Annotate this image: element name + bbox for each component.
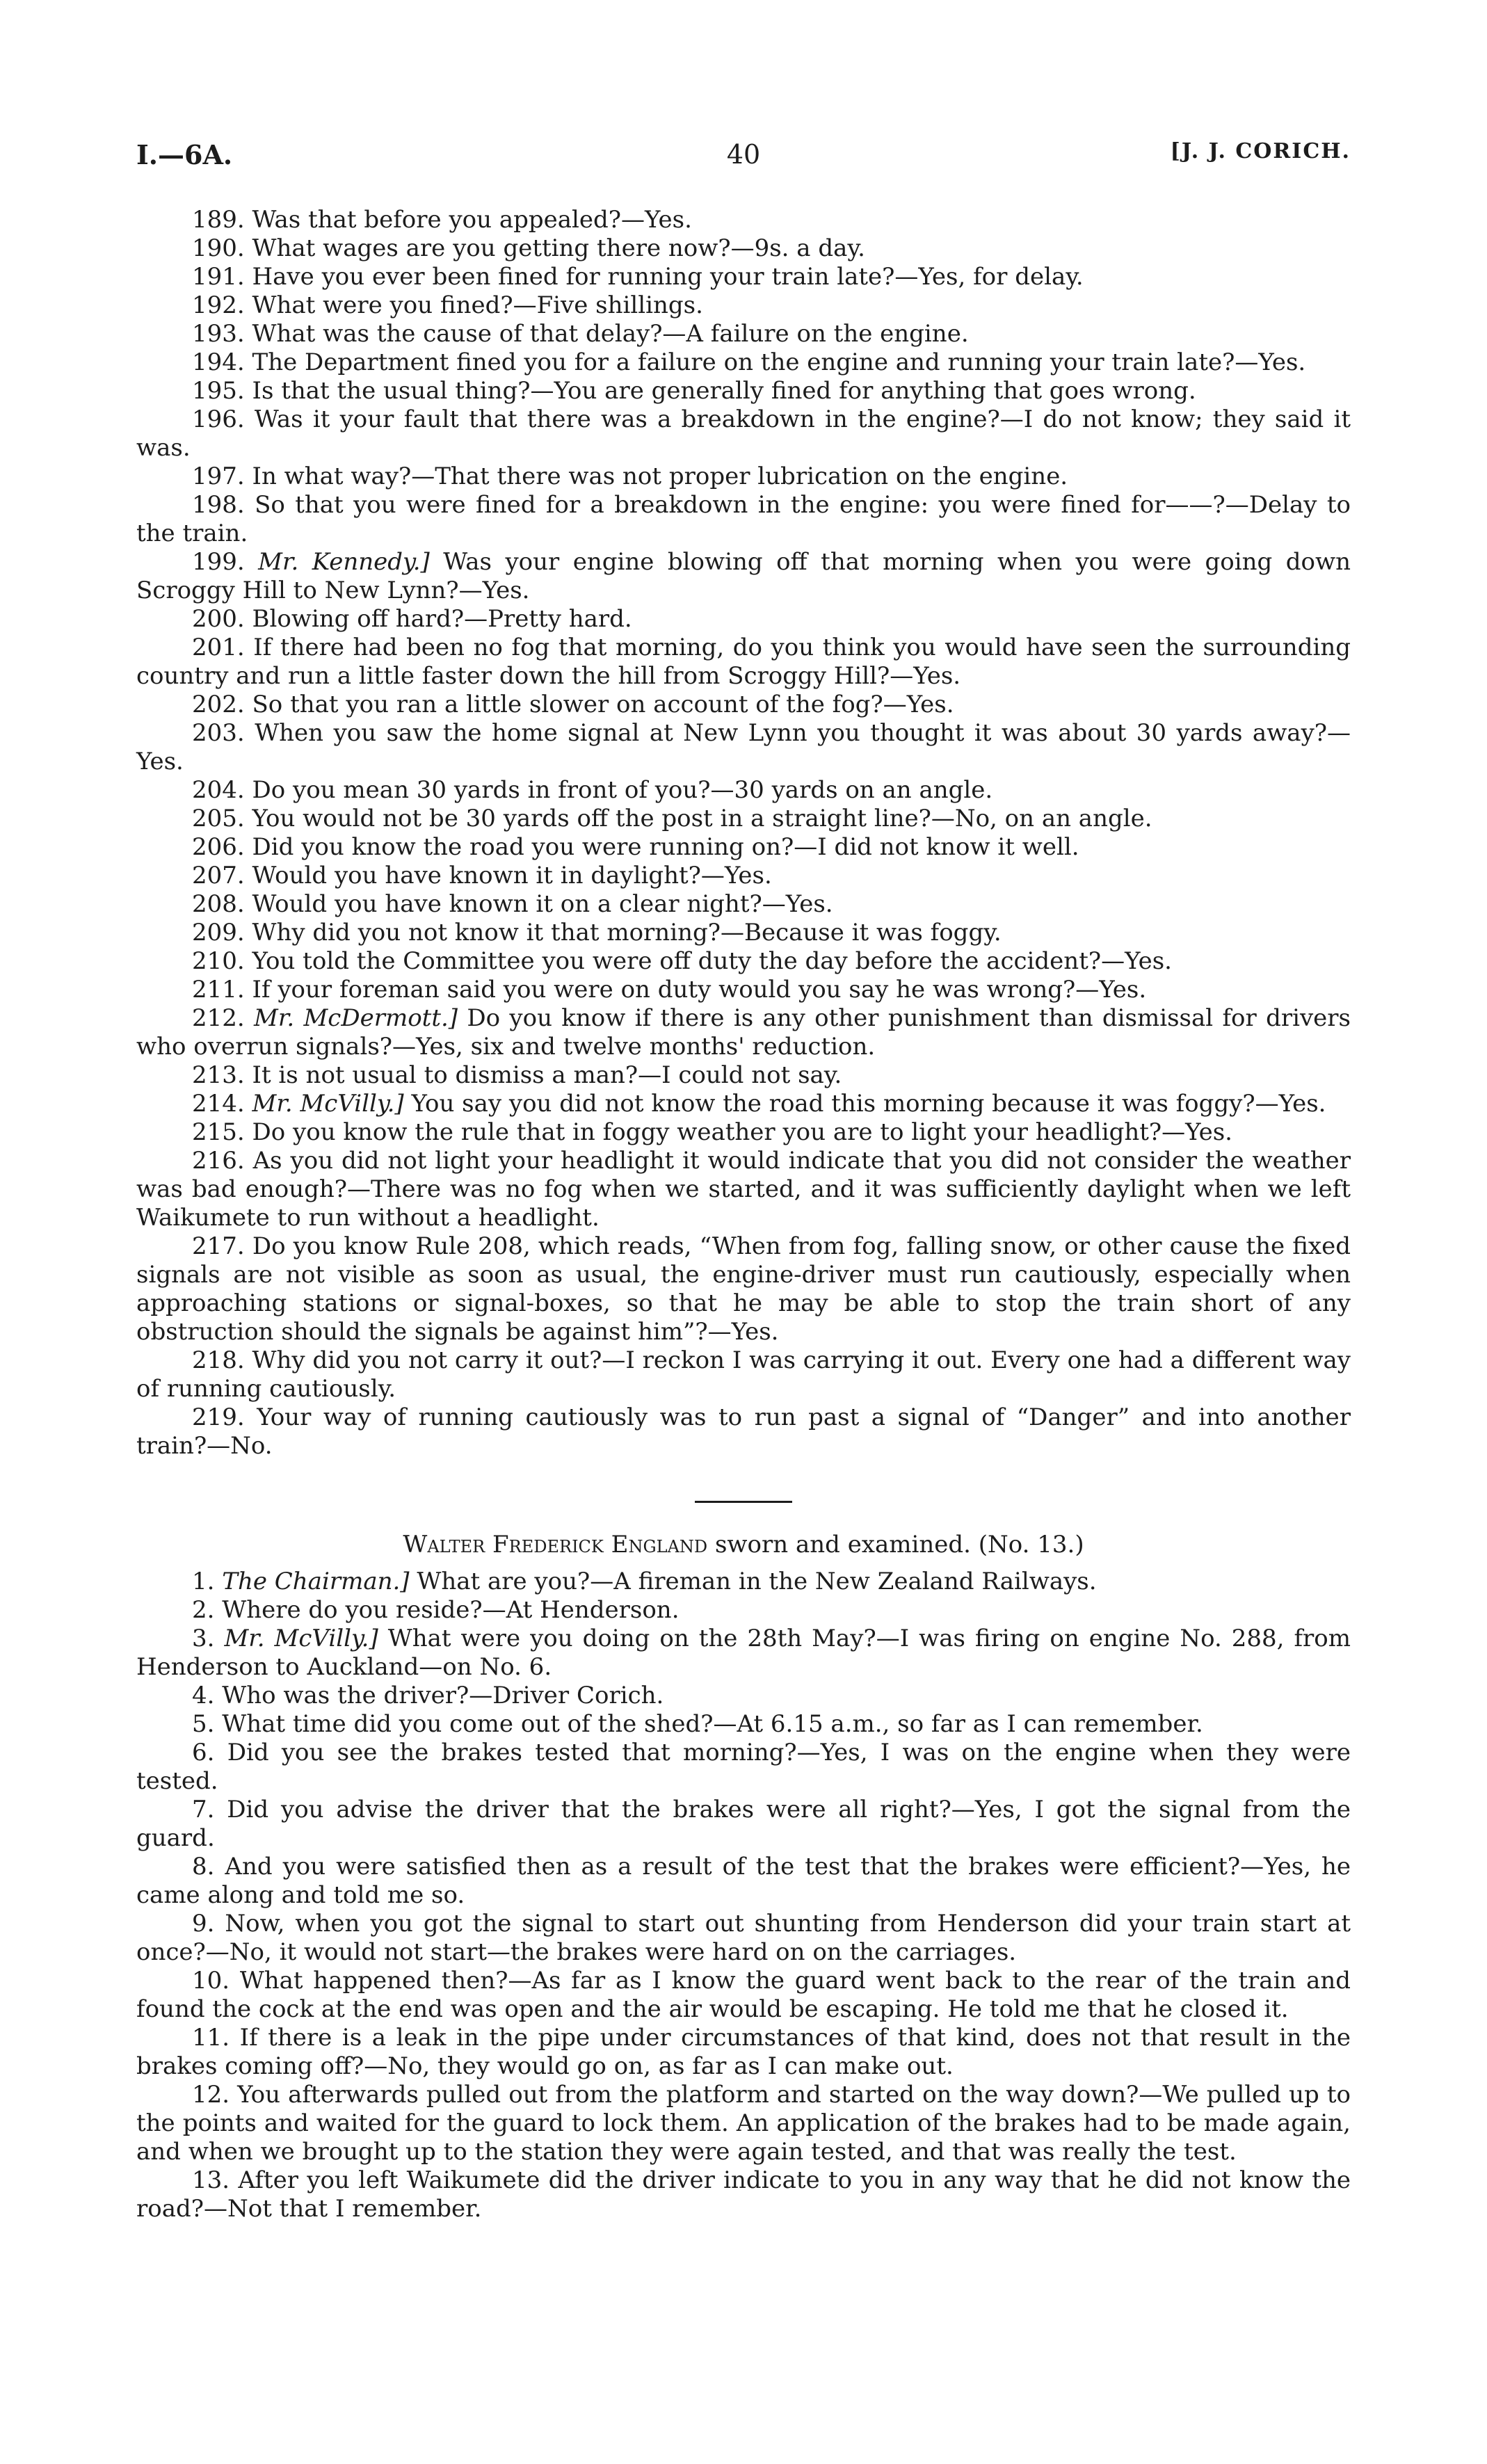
question-text: What wages are you getting there now?—9s. a day. xyxy=(252,234,865,262)
question-answer xyxy=(136,691,1351,719)
question-number: 209. xyxy=(192,919,245,947)
question-answer xyxy=(136,947,1351,976)
question-answer xyxy=(136,1910,1351,1967)
question-answer xyxy=(136,1682,1351,1710)
question-number: 8. xyxy=(192,1853,215,1881)
witness-name: Walter Frederick England xyxy=(403,1531,708,1559)
question-text: What was the cause of that delay?—A failure on the engine. xyxy=(252,320,969,348)
question-number: 13. xyxy=(192,2166,230,2194)
section-divider xyxy=(695,1501,792,1503)
question-answer xyxy=(136,1739,1351,1796)
question-text: What were you doing on the 28th May?—I was firing on engine No. 288, from Henderson to Auckland—on No. 6. xyxy=(136,1625,1351,1681)
question-number: 218. xyxy=(192,1346,245,1374)
question-answer xyxy=(136,263,1351,291)
question-answer xyxy=(136,1061,1351,1090)
question-number: 189. xyxy=(192,206,245,234)
question-number: 205. xyxy=(192,805,245,832)
question-answer xyxy=(136,234,1351,263)
question-text: Now, when you got the signal to start out shunting from Henderson did your train start at once?—No, it would not start—the brakes were hard on on the carriages. xyxy=(136,1910,1351,1966)
question-text: Was that before you appealed?—Yes. xyxy=(252,206,692,234)
question-text: It is not usual to dismiss a man?—I could not say. xyxy=(252,1061,842,1089)
question-number: 2. xyxy=(192,1596,215,1624)
question-answer xyxy=(136,1118,1351,1147)
question-answer xyxy=(136,1853,1351,1910)
question-answer xyxy=(136,1625,1351,1682)
question-number: 212. xyxy=(192,1004,245,1032)
question-text: Blowing off hard?—Pretty hard. xyxy=(252,605,632,633)
question-answer xyxy=(136,1568,1351,1596)
question-number: 9. xyxy=(192,1910,215,1938)
question-text: Why did you not know it that morning?—Because it was foggy. xyxy=(252,919,1002,947)
question-number: 196. xyxy=(192,405,245,433)
question-answer xyxy=(136,1090,1351,1118)
question-answer xyxy=(136,320,1351,348)
parliamentary-paper-reference: I.—6A. xyxy=(136,139,233,170)
question-answer xyxy=(136,2081,1351,2166)
question-text: If there had been no fog that morning, do you think you would have seen the surrounding country and run a little faster down the hill from Scroggy Hill?—Yes. xyxy=(136,634,1351,690)
question-text: As you did not light your headlight it would indicate that you did not consider the weather was bad enough?—There was no fog when we started, and it was sufficiently daylight when we left Waikumete to run without a headlight. xyxy=(136,1147,1351,1232)
question-answer xyxy=(136,833,1351,862)
question-text: Was your engine blowing off that morning when you were going down Scroggy Hill to New Lynn?—Yes. xyxy=(136,548,1351,604)
question-answer xyxy=(136,206,1351,234)
question-number: 198. xyxy=(192,491,245,519)
question-text: After you left Waikumete did the driver indicate to you in any way that he did not know the road?—Not that I remember. xyxy=(136,2166,1351,2223)
question-answer xyxy=(136,1710,1351,1739)
question-number: 193. xyxy=(192,320,245,348)
question-text: You told the Committee you were off duty the day before the accident?—Yes. xyxy=(252,947,1172,975)
speaker-name: Mr. McVilly.] xyxy=(252,1090,404,1118)
speaker-name: The Chairman.] xyxy=(222,1568,410,1595)
question-text: What were you fined?—Five shillings. xyxy=(252,291,703,319)
question-number: 5. xyxy=(192,1710,215,1738)
question-number: 211. xyxy=(192,976,245,1004)
document-body xyxy=(136,206,1351,2223)
witness-heading xyxy=(136,1531,1351,1559)
question-number: 195. xyxy=(192,377,245,405)
question-text: Do you mean 30 yards in front of you?—30 yards on an angle. xyxy=(252,776,993,804)
question-text: Have you ever been fined for running your train late?—Yes, for delay. xyxy=(252,263,1084,291)
question-number: 217. xyxy=(192,1232,245,1260)
question-text: Why did you not carry it out?—I reckon I was carrying it out. Every one had a different way of running cautiously. xyxy=(136,1346,1351,1403)
question-text: When you saw the home signal at New Lynn you thought it was about 30 yards away?—Yes. xyxy=(136,719,1351,775)
question-answer xyxy=(136,862,1351,890)
question-number: 215. xyxy=(192,1118,245,1146)
question-answer xyxy=(136,890,1351,919)
question-text: If there is a leak in the pipe under circumstances of that kind, does not that result in the brakes coming off?—No, they would go on, as far as I can make out. xyxy=(136,2024,1351,2080)
question-number: 203. xyxy=(192,719,245,747)
question-number: 6. xyxy=(192,1739,215,1766)
question-number: 1. xyxy=(192,1568,215,1595)
question-text: Would you have known it in daylight?—Yes. xyxy=(252,862,772,889)
question-answer xyxy=(136,605,1351,634)
question-number: 214. xyxy=(192,1090,245,1118)
question-text: If your foreman said you were on duty would you say he was wrong?—Yes. xyxy=(252,976,1147,1004)
question-answer xyxy=(136,1232,1351,1346)
question-text: Did you see the brakes tested that morning?—Yes, I was on the engine when they were tested. xyxy=(136,1739,1351,1795)
question-number: 7. xyxy=(192,1796,215,1823)
question-text: Did you advise the driver that the brakes were all right?—Yes, I got the signal from the guard. xyxy=(136,1796,1351,1852)
question-number: 213. xyxy=(192,1061,245,1089)
question-text: What are you?—A fireman in the New Zealand Railways. xyxy=(417,1568,1097,1595)
question-text: So that you ran a little slower on account of the fog?—Yes. xyxy=(252,691,954,718)
witness-heading-rest: sworn and examined. (No. 13.) xyxy=(714,1531,1084,1559)
witness-running-head: [J. J. CORICH. xyxy=(1170,139,1351,163)
question-text: You would not be 30 yards off the post in a straight line?—No, on an angle. xyxy=(252,805,1152,832)
question-text: Was it your fault that there was a breakdown in the engine?—I do not know; they said it was. xyxy=(136,405,1351,462)
question-number: 216. xyxy=(192,1147,245,1175)
question-number: 10. xyxy=(192,1967,230,1995)
question-answer xyxy=(136,291,1351,320)
question-number: 191. xyxy=(192,263,245,291)
speaker-name: Mr. McVilly.] xyxy=(224,1625,378,1652)
question-answer xyxy=(136,634,1351,691)
question-number: 201. xyxy=(192,634,245,661)
testimony-section-england xyxy=(136,1568,1351,2223)
question-number: 11. xyxy=(192,2024,230,2052)
question-answer xyxy=(136,1346,1351,1403)
question-answer xyxy=(136,1004,1351,1061)
question-number: 12. xyxy=(192,2081,230,2109)
question-number: 190. xyxy=(192,234,245,262)
speaker-name: Mr. Kennedy.] xyxy=(258,548,430,576)
question-text: Who was the driver?—Driver Corich. xyxy=(222,1682,664,1709)
question-text: Do you know the rule that in foggy weather you are to light your headlight?—Yes. xyxy=(252,1118,1232,1146)
question-text: What time did you come out of the shed?—At 6.15 a.m., so far as I can remember. xyxy=(222,1710,1203,1738)
question-text: What happened then?—As far as I know the guard went back to the rear of the train and found the cock at the end was open and the air would be escaping. He told me that he closed it. xyxy=(136,1967,1351,2023)
question-number: 204. xyxy=(192,776,245,804)
question-number: 208. xyxy=(192,890,245,918)
question-text: Do you know Rule 208, which reads, “When from fog, falling snow, or other cause the fixed signals are not visible as soon as usual, the engine-driver must run cautiously, especially when approaching stations or signal-boxes, so that he may be able to stop the train short of any obstruction should the signals be against him”?—Yes. xyxy=(136,1232,1351,1346)
question-number: 192. xyxy=(192,291,245,319)
question-answer xyxy=(136,719,1351,776)
question-answer xyxy=(136,776,1351,805)
question-number: 4. xyxy=(192,1682,215,1709)
question-answer xyxy=(136,976,1351,1004)
question-text: Do you know if there is any other punishment than dismissal for drivers who overrun signals?—Yes, six and twelve months' reduction. xyxy=(136,1004,1351,1061)
testimony-section-corich xyxy=(136,206,1351,1460)
page-number: 40 xyxy=(726,139,761,170)
question-number: 199. xyxy=(192,548,245,576)
question-text: You afterwards pulled out from the platform and started on the way down?—We pulled up to the points and waited for the guard to lock them. An application of the brakes had to be made again, and when we brought up to the station they were again tested, and that was really the test. xyxy=(136,2081,1351,2166)
question-answer xyxy=(136,348,1351,377)
question-text: Did you know the road you were running on?—I did not know it well. xyxy=(252,833,1079,861)
question-answer xyxy=(136,2024,1351,2081)
question-answer xyxy=(136,462,1351,491)
question-answer xyxy=(136,548,1351,605)
question-answer xyxy=(136,491,1351,548)
question-number: 3. xyxy=(192,1625,215,1652)
question-text: Your way of running cautiously was to run past a signal of “Danger” and into another train?—No. xyxy=(136,1403,1351,1460)
question-answer xyxy=(136,1596,1351,1625)
question-answer xyxy=(136,1403,1351,1460)
question-text: Is that the usual thing?—You are generally fined for anything that goes wrong. xyxy=(252,377,1196,405)
question-number: 206. xyxy=(192,833,245,861)
question-answer xyxy=(136,1796,1351,1853)
question-answer xyxy=(136,405,1351,462)
question-number: 210. xyxy=(192,947,245,975)
question-answer xyxy=(136,2166,1351,2223)
question-text: So that you were fined for a breakdown in the engine: you were fined for——?—Delay to the train. xyxy=(136,491,1351,547)
question-text: Where do you reside?—At Henderson. xyxy=(222,1596,680,1624)
question-text: You say you did not know the road this morning because it was foggy?—Yes. xyxy=(411,1090,1326,1118)
question-number: 202. xyxy=(192,691,245,718)
question-answer xyxy=(136,919,1351,947)
question-text: Would you have known it on a clear night?—Yes. xyxy=(252,890,833,918)
question-text: In what way?—That there was not proper lubrication on the engine. xyxy=(252,462,1068,490)
question-answer xyxy=(136,805,1351,833)
question-number: 200. xyxy=(192,605,245,633)
speaker-name: Mr. McDermott.] xyxy=(254,1004,458,1032)
question-text: The Department fined you for a failure on the engine and running your train late?—Yes. xyxy=(252,348,1306,376)
question-answer xyxy=(136,1967,1351,2024)
question-text: And you were satisfied then as a result of the test that the brakes were efficient?—Yes, he came along and told me so. xyxy=(136,1853,1351,1909)
question-answer xyxy=(136,1147,1351,1232)
question-number: 207. xyxy=(192,862,245,889)
question-number: 219. xyxy=(192,1403,245,1431)
question-number: 197. xyxy=(192,462,245,490)
question-answer xyxy=(136,377,1351,405)
question-number: 194. xyxy=(192,348,245,376)
page-header xyxy=(136,139,1351,181)
